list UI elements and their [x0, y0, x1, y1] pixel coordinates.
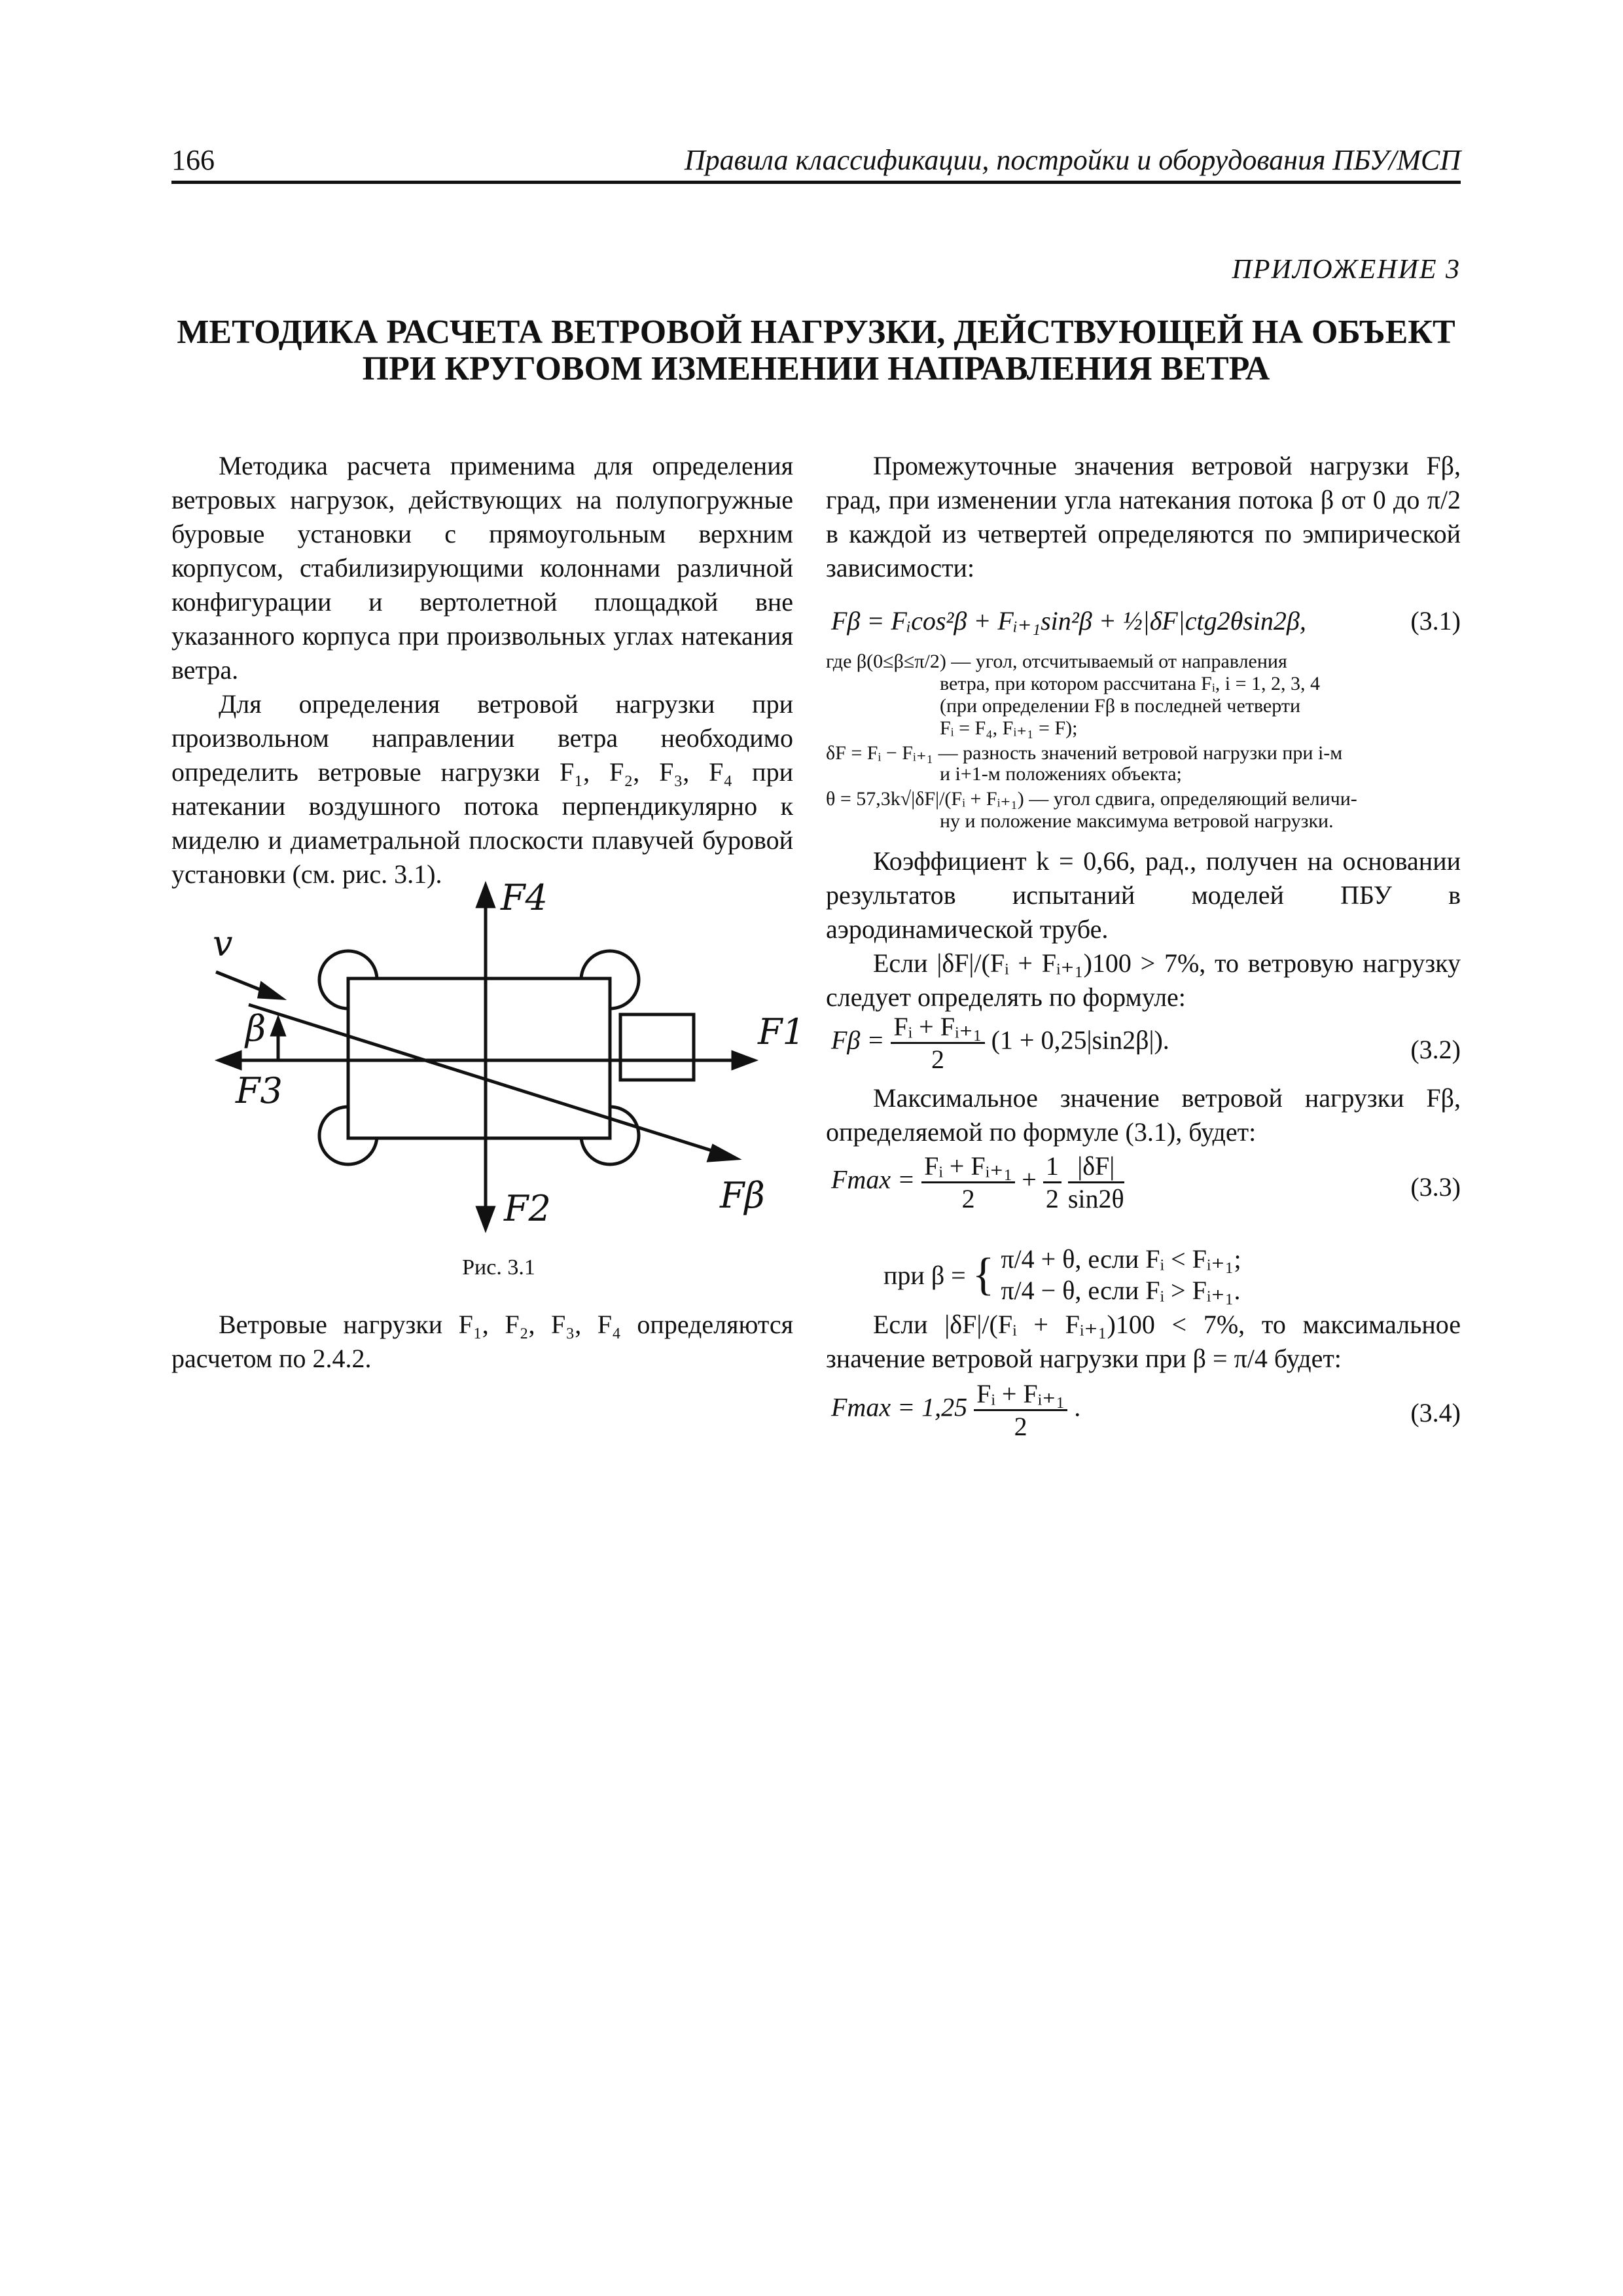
eq3-f1-numerator: Fᵢ + Fᵢ₊₁	[921, 1151, 1015, 1183]
eq2-fraction	[891, 1011, 984, 1075]
eq2-tail: (1 + 0,25|sin2β|).	[991, 1025, 1169, 1055]
where-line-3: (при определении Fβ в последней четверти	[940, 695, 1301, 717]
eq3-f1-denominator: 2	[961, 1184, 975, 1213]
eq3-f3-denominator: sin2θ	[1067, 1184, 1124, 1213]
right-paragraph-2-block	[826, 844, 1461, 1014]
eq3-fraction-3	[1068, 1151, 1124, 1214]
label-f-beta: Fβ	[720, 1175, 765, 1216]
arrow-f4	[478, 886, 493, 906]
label-f3: F3	[236, 1070, 283, 1111]
condition-prefix: при β =	[883, 1260, 966, 1290]
arrow-f-beta	[709, 1146, 736, 1160]
equation-3-1: Fβ = Fᵢcos²β + Fᵢ₊₁sin²β + ½|δF|ctg2θsin2β,	[831, 606, 1306, 636]
arrow-f2	[478, 1208, 493, 1229]
equation-3-3-number: (3.3)	[1410, 1172, 1461, 1202]
eq4-fraction	[974, 1378, 1067, 1442]
right-paragraph-3: Если |δF|/(Fᵢ + Fᵢ₊₁)100 > 7%, то ветровую нагрузку следует определять по формуле:	[826, 948, 1461, 1012]
helideck-block	[620, 1014, 694, 1080]
right-paragraph-2: Коэффициент k = 0,66, рад., получен на основании результатов испытаний моделей ПБУ в аэродинамической трубе.	[826, 846, 1461, 944]
hull-rectangle	[348, 978, 610, 1138]
label-f2: F2	[504, 1188, 551, 1229]
equation-3-1-number: (3.1)	[1410, 606, 1461, 636]
eq4-denominator: 2	[1014, 1412, 1027, 1441]
left-column-top	[171, 449, 793, 891]
where-line-6: и i+1-м положениях объекта;	[940, 763, 1182, 785]
label-v: v	[213, 923, 233, 964]
figure-caption: Рис. 3.1	[462, 1255, 535, 1280]
eq3-f3-numerator: |δF|	[1068, 1151, 1124, 1183]
eq2-numerator: Fᵢ + Fᵢ₊₁	[891, 1011, 984, 1044]
appendix-label: ПРИЛОЖЕНИЕ 3	[1232, 255, 1461, 285]
eq3-fraction-1	[921, 1151, 1015, 1214]
eq4-dot: .	[1074, 1392, 1081, 1422]
where-line-1: где β(0≤β≤π/2) — угол, отсчитываемый от направления	[826, 651, 1287, 672]
right-paragraph-4: Максимальное значение ветровой нагрузки Fβ, определяемой по формуле (3.1), будет:	[826, 1083, 1461, 1147]
eq3-f2-denominator: 2	[1045, 1184, 1059, 1213]
left-paragraph-2: Для определения ветровой нагрузки при произвольном направлении ветра необходимо определить ветровые нагрузки F₁, F₂, F₃, F₄ при натекании воздушного потока перпендикулярно к миделю и диаметральной плоскости плавучей буровой установки (см. рис. 3.1).	[171, 689, 793, 889]
label-f4: F4	[501, 877, 548, 918]
right-paragraph-5: Если |δF|/(Fᵢ + Fᵢ₊₁)100 < 7%, то максимальное значение ветровой нагрузки при β = π/4 будет:	[826, 1310, 1461, 1373]
label-beta: β	[245, 1008, 266, 1049]
label-f1: F1	[758, 1011, 805, 1052]
running-title: Правила классификации, постройки и оборудования ПБУ/МСП	[684, 144, 1461, 176]
where-line-5: δF = Fᵢ − Fᵢ₊₁ — разность значений ветровой нагрузки при i-м	[826, 742, 1343, 764]
arrow-f1	[733, 1052, 754, 1068]
eq3-lhs: Fmax =	[831, 1164, 916, 1194]
right-paragraph-5-block	[826, 1308, 1461, 1376]
page-title	[171, 314, 1461, 387]
condition-case-1: π/4 + θ, если Fᵢ < Fᵢ₊₁;	[1001, 1244, 1241, 1274]
arrow-f3	[219, 1052, 240, 1068]
condition-block	[883, 1244, 1241, 1306]
left-column-bottom	[171, 1308, 793, 1376]
condition-brace: {	[972, 1249, 995, 1300]
where-line-4: Fᵢ = F₄, Fᵢ₊₁ = F);	[940, 717, 1078, 739]
where-line-8: ну и положение максимума ветровой нагрузки.	[940, 810, 1334, 832]
eq3-fraction-2	[1043, 1151, 1061, 1214]
eq2-lhs: Fβ =	[831, 1025, 885, 1055]
title-line-2: ПРИ КРУГОВОМ ИЗМЕНЕНИИ НАПРАВЛЕНИЯ ВЕТРА	[362, 350, 1270, 387]
running-header	[171, 139, 1461, 184]
left-paragraph-1: Методика расчета применима для определения ветровых нагрузок, действующих на полупогружные буровые установки с прямоугольным верхним корпусом, стабилизирующими колоннами различной конфигурации и вертолетной площадкой вне указанного корпуса при произвольных углах натекания ветра.	[171, 451, 793, 685]
left-paragraph-3: Ветровые нагрузки F₁, F₂, F₃, F₄ определяются расчетом по 2.4.2.	[171, 1310, 793, 1373]
wind-arrowhead	[259, 984, 281, 998]
eq4-lhs: Fmax = 1,25	[831, 1392, 968, 1422]
beta-arrowhead	[272, 1019, 284, 1035]
condition-case-2: π/4 − θ, если Fᵢ > Fᵢ₊₁.	[1001, 1276, 1241, 1305]
eq2-denominator: 2	[931, 1045, 944, 1074]
title-line-1: МЕТОДИКА РАСЧЕТА ВЕТРОВОЙ НАГРУЗКИ, ДЕЙСТВУЮЩЕЙ НА ОБЪЕКТ	[177, 314, 1455, 351]
where-line-7: θ = 57,3k√|δF|/(Fᵢ + Fᵢ₊₁) — угол сдвига, определяющий величи-	[826, 788, 1357, 810]
right-paragraph-1: Промежуточные значения ветровой нагрузки Fβ, град, при изменении угла натекания потока β от 0 до π/2 в каждой из четвертей определяются по эмпирической зависимости:	[826, 451, 1461, 583]
equation-3-2-number: (3.2)	[1410, 1035, 1461, 1064]
right-paragraph-4-block	[826, 1081, 1461, 1149]
eq3-plus: +	[1022, 1164, 1037, 1194]
equation-3-2	[831, 1011, 1169, 1075]
eq3-f2-numerator: 1	[1043, 1151, 1061, 1183]
page-number: 166	[171, 144, 215, 176]
equation-3-4-number: (3.4)	[1410, 1398, 1461, 1427]
equation-3-3	[831, 1151, 1124, 1214]
eq4-numerator: Fᵢ + Fᵢ₊₁	[974, 1378, 1067, 1411]
right-paragraph-1-block	[826, 449, 1461, 585]
figure-3-1	[196, 877, 805, 1253]
equation-3-4	[831, 1378, 1080, 1442]
where-line-2: ветра, при котором рассчитана Fᵢ, i = 1, 2, 3, 4	[940, 673, 1320, 694]
condition-cases	[1001, 1244, 1241, 1306]
